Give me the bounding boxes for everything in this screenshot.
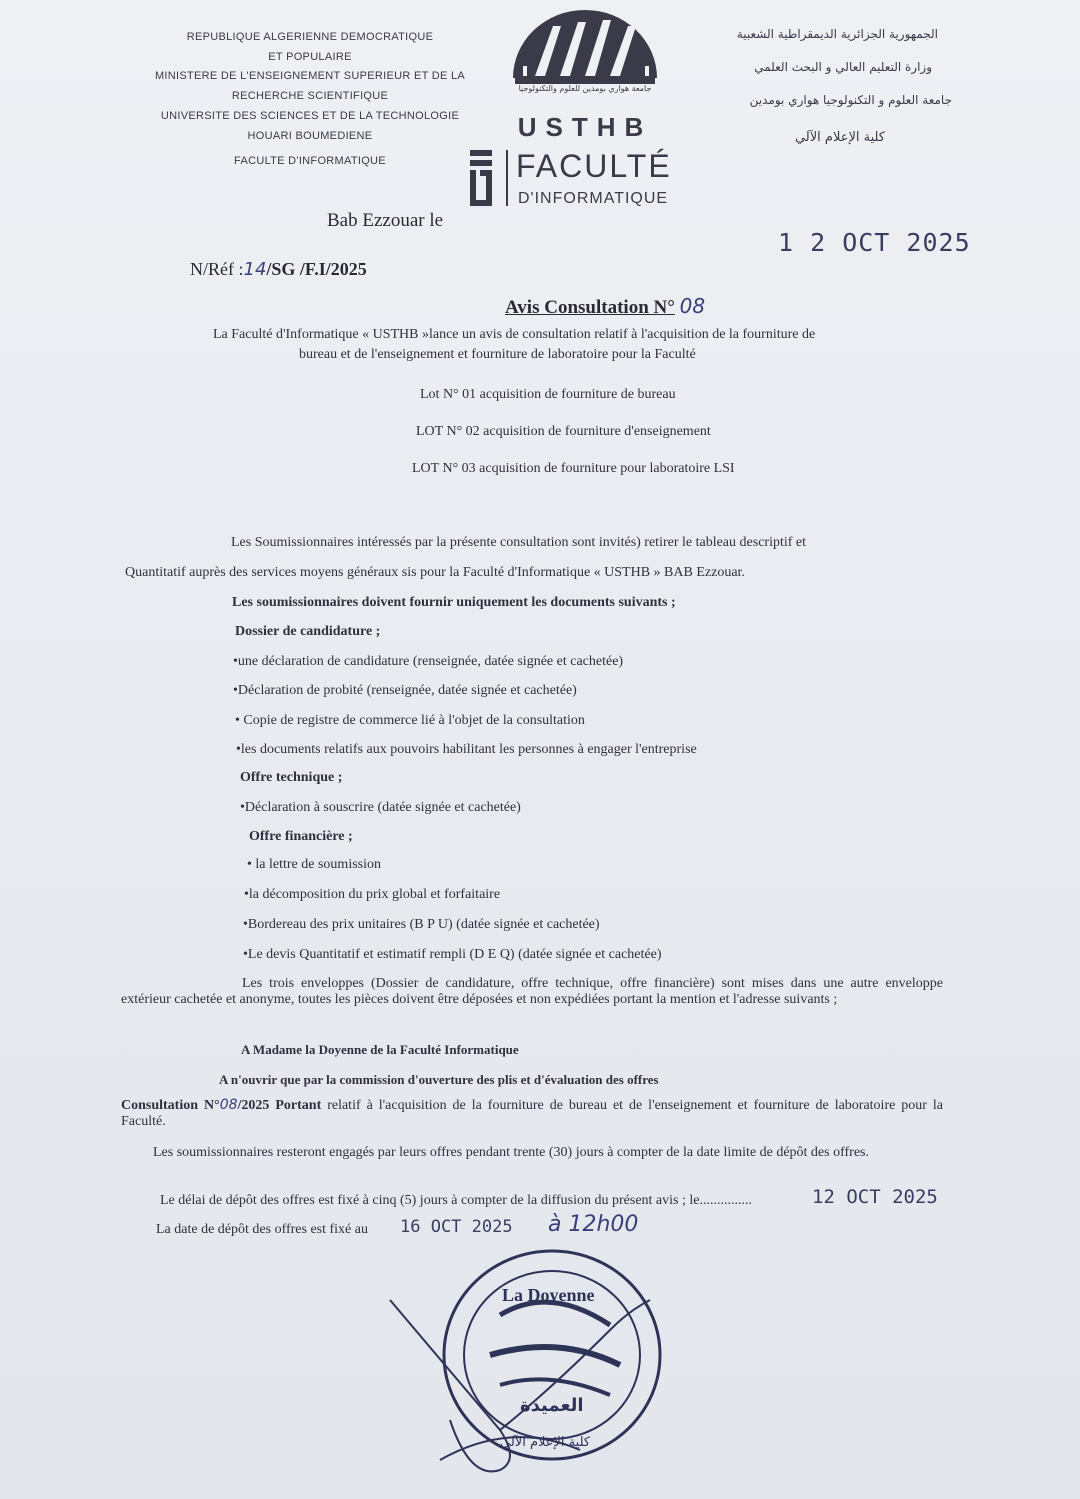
consultation-rest: relatif à l'acquisition de la fourniture de bureau et de l'enseignement et fourniture de laboratoire pour la Faculté. xyxy=(121,1098,944,1129)
envelopes-paragraph: Les trois enveloppes (Dossier de candidature, offre technique, offre financière) sont mises dans une autre enveloppe extérieur cachetée et anonyme, toutes les pièces doivent être déposées et non expédiées portant la mention et l'adresse suivants ; xyxy=(121,976,943,1007)
usthb-emblem-icon xyxy=(505,8,665,88)
deadline-text: Le délai de dépôt des offres est fixé à cinq (5) jours à compter de la diffusion du présent avis ; le xyxy=(160,1193,700,1208)
offre-financiere-item: •Le devis Quantitatif et estimatif rempli (D E Q) (datée signée et cachetée) xyxy=(243,947,662,962)
place-label: Bab Ezzouar le xyxy=(327,210,444,231)
title-text: Avis Consultation N° xyxy=(505,297,675,318)
offre-financiere-item: •Bordereau des prix unitaires (B P U) (datée signée et cachetée) xyxy=(243,917,600,932)
stamp-outer-text: كلية الإعلام الآلي xyxy=(500,1435,591,1450)
stamp-role: العميدة xyxy=(520,1395,584,1416)
address-line: A Madame la Doyenne de la Faculté Informatique xyxy=(241,1042,519,1057)
offre-technique-item: •Déclaration à souscrire (datée signée et cachetée) xyxy=(240,800,521,815)
deadline-line xyxy=(160,1193,752,1209)
header-left-line: REPUBLIQUE ALGERIENNE DEMOCRATIQUE xyxy=(186,31,434,43)
address-line: A n'ouvrir que par la commission d'ouverture des plis et d'évaluation des offres xyxy=(219,1072,659,1087)
reference xyxy=(190,259,367,280)
offre-financiere-item: •la décomposition du prix global et forfaitaire xyxy=(244,887,501,902)
intro-line: La Faculté d'Informatique « USTHB »lance un avis de consultation relatif à l'acquisition de la fourniture de xyxy=(213,327,816,342)
faculty-emblem-icon xyxy=(468,148,498,210)
stamp-title: La Doyenne xyxy=(502,1285,595,1305)
logo-faculte: FACULTÉ xyxy=(516,148,672,184)
page-title xyxy=(505,294,705,319)
reference-number: 14 xyxy=(243,259,267,280)
usthb-logo xyxy=(505,8,665,143)
consultation-prefix: Consultation N° xyxy=(121,1098,220,1113)
dossier-heading: Dossier de candidature ; xyxy=(235,624,381,639)
invitation-line: Quantitatif auprès des services moyens généraux sis pour la Faculté d'Informatique « USTHB » BAB Ezzouar. xyxy=(125,565,745,580)
lot-item: LOT N° 03 acquisition de fourniture pour laboratoire LSI xyxy=(412,461,735,476)
invitation-line: Les Soumissionnaires intéressés par la présente consultation sont invités) retirer le tableau descriptif et xyxy=(231,535,806,550)
offre-financiere-heading: Offre financière ; xyxy=(249,829,353,844)
intro-line: bureau et de l'enseignement et fourniture de laboratoire pour la Faculté xyxy=(299,347,696,362)
consultation-paragraph xyxy=(121,1097,943,1130)
date-stamp: 1 2 OCT 2025 xyxy=(778,228,971,257)
dossier-item: •une déclaration de candidature (renseignée, datée signée et cachetée) xyxy=(233,654,624,669)
deposit-hand-time: à 12h00 xyxy=(548,1212,639,1237)
logo-informatique: D'INFORMATIQUE xyxy=(518,190,669,207)
faculty-left: FACULTE D'INFORMATIQUE xyxy=(234,155,386,167)
deadline-dots: ............... xyxy=(699,1193,752,1208)
deposit-date-stamp: 16 OCT 2025 xyxy=(400,1217,513,1237)
dossier-item: • Copie de registre de commerce lié à l'objet de la consultation xyxy=(235,713,585,728)
faculty-logo xyxy=(468,148,688,213)
documents-heading: Les soumissionnaires doivent fournir uniquement les documents suivants ; xyxy=(232,595,676,610)
dossier-item: •Déclaration de probité (renseignée, datée signée et cachetée) xyxy=(233,683,577,698)
header-left-line: UNIVERSITE DES SCIENCES ET DE LA TECHNOLOGIE xyxy=(160,110,460,122)
header-right-line: وزارة التعليم العالي و البحث العلمي xyxy=(754,60,932,74)
header-right-line: جامعة العلوم و التكنولوجيا هواري بومدين xyxy=(749,93,952,107)
title-number: 08 xyxy=(679,294,706,318)
consultation-number: 08 xyxy=(219,1097,238,1113)
offre-financiere-item: • la lettre de soumission xyxy=(247,857,381,872)
header-left-line: ET POPULAIRE xyxy=(268,51,352,63)
header-left-line: HOUARI BOUMEDIENE xyxy=(247,130,373,142)
lot-item: Lot N° 01 acquisition de fourniture de bureau xyxy=(420,387,676,402)
reference-prefix: N/Réf : xyxy=(190,259,244,279)
consultation-suffix: /2025 Portant xyxy=(237,1098,322,1113)
dossier-item: •les documents relatifs aux pouvoirs habilitant les personnes à engager l'entreprise xyxy=(236,742,697,757)
offre-technique-heading: Offre technique ; xyxy=(240,770,343,785)
header-left-line: MINISTERE DE L'ENSEIGNEMENT SUPERIEUR ET DE LA xyxy=(154,70,466,82)
logo-acronym: USTHB xyxy=(517,112,653,142)
reference-suffix: /SG /F.I/2025 xyxy=(266,259,367,279)
logo-divider xyxy=(506,150,508,206)
header-right-line: الجمهورية الجزائرية الديمقراطية الشعبية xyxy=(736,27,938,41)
lot-item: LOT N° 02 acquisition de fourniture d'enseignement xyxy=(416,424,711,439)
logo-arabic-name: جامعة هواري بومدين للعلوم والتكنولوجيا xyxy=(518,84,652,93)
signature-icon xyxy=(380,1270,680,1490)
deposit-line: La date de dépôt des offres est fixé au xyxy=(156,1222,368,1237)
header-left-line: RECHERCHE SCIENTIFIQUE xyxy=(231,90,389,102)
header-right-line: كلية الإعلام الآلي xyxy=(794,130,885,145)
deadline-date-stamp: 12 OCT 2025 xyxy=(812,1186,938,1208)
engagement-paragraph: Les soumissionnaires resteront engagés par leurs offres pendant trente (30) jours à compter de la date limite de dépôt des offres. xyxy=(153,1145,869,1160)
